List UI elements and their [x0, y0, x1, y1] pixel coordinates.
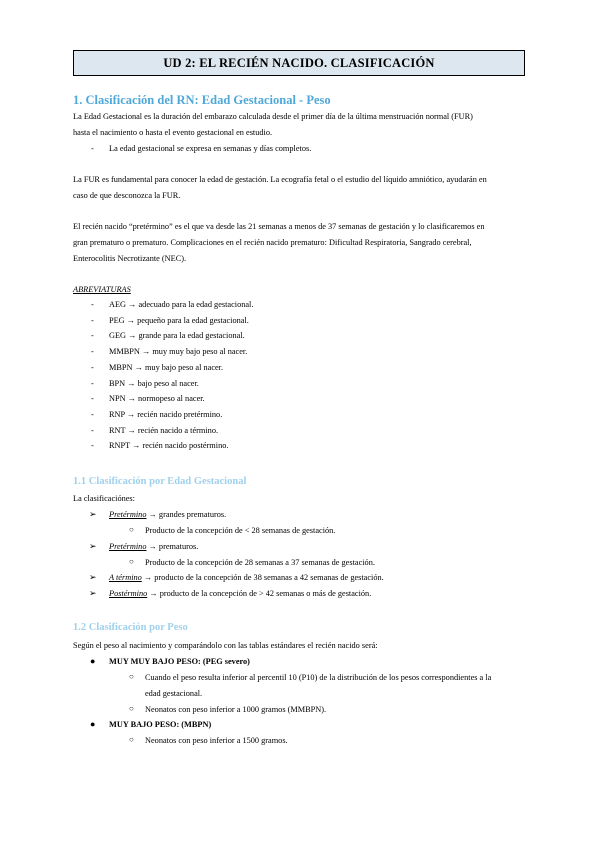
gestational-item: Pretérmino → grandes prematuros.	[109, 510, 227, 519]
weight-subitem: Neonatos con peso inferior a 1000 gramos (MMBPN).	[145, 705, 327, 714]
abbreviation-item: BPN → bajo peso al nacer.	[109, 379, 199, 388]
gestational-item: Pretérmino → prematuros.	[109, 542, 199, 551]
abbreviation-item: MMBPN → muy muy bajo peso al nacer.	[109, 347, 248, 356]
circle-marker: ○	[129, 704, 134, 713]
gestational-item: Postérmino → producto de la concepción de > 42 semanas o más de gestación.	[109, 589, 372, 598]
dash-marker: -	[91, 410, 94, 419]
dash-marker: -	[91, 363, 94, 372]
paragraph-1-line-1: La Edad Gestacional es la duración del embarazo calculada desde el primer día de la última menstruación normal (FUR)	[73, 112, 473, 121]
paragraph-3-line-3: Enterocolitis Necrotizante (NEC).	[73, 254, 187, 263]
bullet-marker: ●	[90, 656, 96, 666]
abbreviations-heading: ABREVIATURAS	[73, 285, 131, 294]
dash-marker: -	[91, 426, 94, 435]
abbreviation-item: PEG → pequeño para la edad gestacional.	[109, 316, 249, 325]
paragraph-3-line-2: gran prematuro o prematuro. Complicaciones en el recién nacido prematuro: Dificultad Respiratoria, Sangrado cerebral,	[73, 238, 472, 247]
gestational-subitem: Producto de la concepción de 28 semanas a 37 semanas de gestación.	[145, 558, 375, 567]
section-heading-1: 1. Clasificación del RN: Edad Gestacional - Peso	[73, 93, 331, 107]
weight-subitem: Neonatos con peso inferior a 1500 gramos.	[145, 736, 288, 745]
arrow-marker: ➢	[89, 541, 97, 551]
title-box	[73, 50, 525, 76]
abbreviation-item: MBPN → muy bajo peso al nacer.	[109, 363, 224, 372]
paragraph-2-line-1: La FUR es fundamental para conocer la edad de gestación. La ecografía fetal o el estudio del líquido amniótico, ayudarán en	[73, 175, 487, 184]
arrow-marker: ➢	[89, 509, 97, 519]
dash-marker: -	[91, 379, 94, 388]
paragraph-3-line-1: El recién nacido “pretérmino” es el que va desde las 21 semanas a menos de 37 semanas de gestación y lo clasificaremos en	[73, 222, 485, 231]
abbreviation-item: RNT → recién nacido a término.	[109, 426, 219, 435]
gestational-intro: La clasificaciónes:	[73, 494, 135, 503]
paragraph-2-line-2: caso de que desconozca la FUR.	[73, 191, 181, 200]
bullet-line: La edad gestacional se expresa en semanas y días completos.	[109, 144, 312, 153]
weight-intro: Según el peso al nacimiento y comparándolo con las tablas estándares el recién nacido será:	[73, 641, 378, 650]
circle-marker: ○	[129, 735, 134, 744]
dash-marker: -	[91, 441, 94, 450]
weight-subitem: Cuando el peso resulta inferior al percentil 10 (P10) de la distribución de los pesos correspondientes a la	[145, 673, 492, 682]
abbreviation-item: NPN → normopeso al nacer.	[109, 394, 205, 403]
circle-marker: ○	[129, 557, 134, 566]
dash-marker: -	[91, 347, 94, 356]
abbreviation-item: GEG → grande para la edad gestacional.	[109, 331, 245, 340]
dash-marker: -	[91, 394, 94, 403]
weight-subitem-cont: edad gestacional.	[145, 689, 203, 698]
dash-marker: -	[91, 331, 94, 340]
arrow-marker: ➢	[89, 588, 97, 598]
paragraph-1-line-2: hasta el nacimiento o hasta el evento gestacional en estudio.	[73, 128, 273, 137]
dash-marker: -	[91, 300, 94, 309]
weight-category: MUY BAJO PESO: (MBPN)	[109, 720, 212, 729]
gestational-subitem: Producto de la concepción de < 28 semanas de gestación.	[145, 526, 336, 535]
bullet-marker: ●	[90, 719, 96, 729]
abbreviation-item: RNPT → recién nacido postérmino.	[109, 441, 229, 450]
circle-marker: ○	[129, 672, 134, 681]
dash-marker: -	[91, 144, 94, 153]
abbreviation-item: AEG → adecuado para la edad gestacional.	[109, 300, 254, 309]
arrow-marker: ➢	[89, 572, 97, 582]
abbreviation-item: RNP → recién nacido pretérmino.	[109, 410, 223, 419]
circle-marker: ○	[129, 525, 134, 534]
section-heading-1-1: 1.1 Clasificación por Edad Gestacional	[73, 476, 247, 487]
gestational-item: A término → producto de la concepción de 38 semanas a 42 semanas de gestación.	[109, 573, 384, 582]
section-heading-1-2: 1.2 Clasificación por Peso	[73, 622, 188, 633]
document-title: UD 2: EL RECIÉN NACIDO. CLASIFICACIÓN	[163, 55, 435, 70]
dash-marker: -	[91, 316, 94, 325]
weight-category: MUY MUY BAJO PESO: (PEG severo)	[109, 657, 250, 666]
